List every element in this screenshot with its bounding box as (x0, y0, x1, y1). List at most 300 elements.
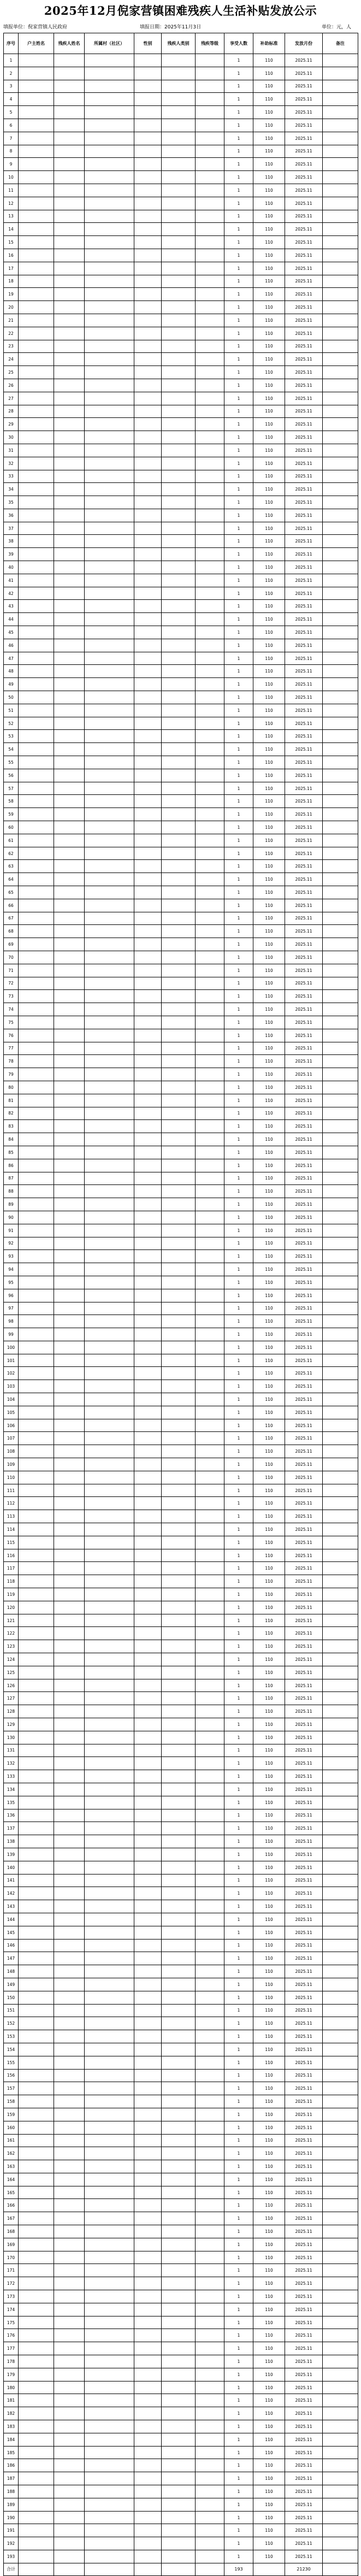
village (85, 1653, 134, 1666)
remark (323, 1146, 358, 1159)
subsidy-standard: 110 (253, 951, 285, 964)
village (85, 1380, 134, 1393)
subsidy-standard: 110 (253, 366, 285, 379)
subsidy-standard: 110 (253, 1848, 285, 1861)
household-head (19, 1016, 54, 1029)
village (85, 1458, 134, 1471)
payment-month: 2025.11 (285, 1029, 323, 1042)
household-head (19, 2329, 54, 2342)
row-index: 50 (4, 691, 19, 704)
payment-month: 2025.11 (285, 1172, 323, 1185)
household-head (19, 197, 54, 210)
payment-month: 2025.11 (285, 496, 323, 509)
household-head (19, 2459, 54, 2472)
disability-type (162, 808, 196, 821)
table-row (4, 1718, 358, 1731)
row-index: 93 (4, 1250, 19, 1263)
disability-type (162, 795, 196, 808)
subsidy-standard: 110 (253, 821, 285, 834)
row-index: 150 (4, 1991, 19, 2004)
subsidy-standard: 110 (253, 704, 285, 717)
village (85, 2069, 134, 2082)
village (85, 1471, 134, 1484)
payment-month: 2025.11 (285, 639, 323, 652)
payment-month: 2025.11 (285, 366, 323, 379)
remark (323, 860, 358, 873)
row-index: 151 (4, 2004, 19, 2017)
village (85, 2381, 134, 2394)
payment-month: 2025.11 (285, 535, 323, 548)
disabled-name (54, 1367, 85, 1380)
disability-level (196, 1497, 224, 1510)
payment-month: 2025.11 (285, 1991, 323, 2004)
village (85, 184, 134, 197)
row-index: 191 (4, 2524, 19, 2537)
subsidy-table (3, 33, 358, 2576)
table-row (4, 1887, 358, 1900)
remark (323, 1536, 358, 1549)
people-count: 1 (224, 379, 253, 392)
disability-level (196, 1263, 224, 1276)
subsidy-standard: 110 (253, 327, 285, 340)
gender (134, 249, 162, 262)
people-count: 1 (224, 1224, 253, 1237)
subsidy-standard: 110 (253, 1926, 285, 1939)
subsidy-standard: 110 (253, 1601, 285, 1614)
household-head (19, 548, 54, 561)
disabled-name (54, 2329, 85, 2342)
people-count: 1 (224, 2056, 253, 2069)
payment-month: 2025.11 (285, 2173, 323, 2186)
table-row (4, 2303, 358, 2316)
disabled-name (54, 1198, 85, 1211)
remark (323, 1315, 358, 1328)
remark (323, 899, 358, 912)
household-head (19, 1341, 54, 1354)
disability-level (196, 1081, 224, 1094)
disability-level (196, 457, 224, 470)
gender (134, 743, 162, 756)
people-count: 1 (224, 886, 253, 899)
remark (323, 1510, 358, 1523)
row-index: 56 (4, 769, 19, 782)
gender (134, 2290, 162, 2303)
col-header-standard: 补助标准 (253, 33, 285, 54)
people-count: 1 (224, 1588, 253, 1601)
subsidy-standard: 110 (253, 1055, 285, 1068)
subsidy-standard: 110 (253, 574, 285, 587)
table-row (4, 2225, 358, 2238)
people-count: 1 (224, 574, 253, 587)
payment-month: 2025.11 (285, 873, 323, 886)
row-index: 143 (4, 1900, 19, 1913)
disabled-name (54, 1549, 85, 1562)
disability-level (196, 600, 224, 613)
row-index: 131 (4, 1744, 19, 1757)
payment-month: 2025.11 (285, 2446, 323, 2459)
village (85, 1276, 134, 1289)
disabled-name (54, 626, 85, 639)
disability-level (196, 1224, 224, 1237)
payment-month: 2025.11 (285, 743, 323, 756)
payment-month: 2025.11 (285, 2108, 323, 2121)
disabled-name (54, 1562, 85, 1575)
remark (323, 2277, 358, 2290)
household-head (19, 1809, 54, 1822)
disabled-name (54, 1289, 85, 1302)
table-row (4, 1341, 358, 1354)
household-head (19, 951, 54, 964)
disabled-name (54, 730, 85, 743)
subsidy-standard: 110 (253, 1614, 285, 1627)
disability-type (162, 1315, 196, 1328)
payment-month: 2025.11 (285, 2524, 323, 2537)
table-row (4, 405, 358, 418)
village (85, 1887, 134, 1900)
remark (323, 1562, 358, 1575)
village (85, 678, 134, 691)
household-head (19, 1783, 54, 1796)
household-head (19, 392, 54, 405)
village (85, 2173, 134, 2186)
people-count: 1 (224, 236, 253, 249)
household-head (19, 1705, 54, 1718)
gender (134, 1783, 162, 1796)
remark (323, 1302, 358, 1315)
table-row (4, 1510, 358, 1523)
disabled-name (54, 2108, 85, 2121)
disabled-name (54, 405, 85, 418)
household-head (19, 2433, 54, 2446)
disability-level (196, 1250, 224, 1263)
remark (323, 1627, 358, 1640)
disability-type (162, 184, 196, 197)
household-head (19, 405, 54, 418)
people-count: 1 (224, 1367, 253, 1380)
table-row (4, 314, 358, 327)
table-row (4, 2043, 358, 2056)
subsidy-standard: 110 (253, 249, 285, 262)
disability-level (196, 1978, 224, 1991)
household-head (19, 795, 54, 808)
row-index: 187 (4, 2472, 19, 2485)
village (85, 444, 134, 457)
people-count: 1 (224, 769, 253, 782)
col-header-disability-type: 残疾人类别 (162, 33, 196, 54)
row-index: 139 (4, 1848, 19, 1861)
disability-type (162, 1146, 196, 1159)
disabled-name (54, 1796, 85, 1809)
gender (134, 2342, 162, 2355)
disability-type (162, 1575, 196, 1588)
subsidy-standard: 110 (253, 2524, 285, 2537)
people-count: 1 (224, 93, 253, 106)
subsidy-standard: 110 (253, 2056, 285, 2069)
remark (323, 2121, 358, 2134)
gender (134, 2316, 162, 2329)
remark (323, 67, 358, 80)
row-index: 171 (4, 2264, 19, 2277)
village (85, 496, 134, 509)
people-count: 1 (224, 2004, 253, 2017)
disabled-name (54, 1224, 85, 1237)
payment-month: 2025.11 (285, 483, 323, 496)
village (85, 106, 134, 119)
payment-month: 2025.11 (285, 587, 323, 600)
remark (323, 2030, 358, 2043)
gender (134, 80, 162, 93)
gender (134, 340, 162, 353)
village (85, 1588, 134, 1601)
subsidy-standard: 110 (253, 1172, 285, 1185)
village (85, 652, 134, 665)
subsidy-standard: 110 (253, 938, 285, 951)
row-index: 161 (4, 2134, 19, 2147)
remark (323, 2290, 358, 2303)
gender (134, 54, 162, 67)
household-head (19, 1315, 54, 1328)
table-row (4, 301, 358, 314)
disability-type (162, 1965, 196, 1978)
payment-month: 2025.11 (285, 1705, 323, 1718)
gender (134, 67, 162, 80)
gender (134, 1406, 162, 1419)
people-count: 1 (224, 1835, 253, 1848)
subsidy-standard: 110 (253, 782, 285, 795)
disabled-name (54, 2316, 85, 2329)
disabled-name (54, 379, 85, 392)
row-index: 127 (4, 1692, 19, 1705)
remark (323, 1081, 358, 1094)
row-index: 17 (4, 262, 19, 275)
village (85, 1081, 134, 1094)
disability-level (196, 1393, 224, 1406)
people-count: 1 (224, 1315, 253, 1328)
disabled-name (54, 574, 85, 587)
village (85, 2290, 134, 2303)
disability-level (196, 93, 224, 106)
disability-level (196, 1939, 224, 1952)
disabled-name (54, 2368, 85, 2381)
people-count: 1 (224, 1523, 253, 1536)
household-head (19, 1575, 54, 1588)
table-row (4, 1107, 358, 1120)
remark (323, 2381, 358, 2394)
subsidy-standard: 110 (253, 210, 285, 223)
payment-month: 2025.11 (285, 1250, 323, 1263)
gender (134, 1198, 162, 1211)
disability-level (196, 1991, 224, 2004)
gender (134, 275, 162, 288)
household-head (19, 2407, 54, 2420)
disability-type (162, 834, 196, 847)
remark (323, 2342, 358, 2355)
disability-level (196, 1861, 224, 1874)
subsidy-standard: 110 (253, 834, 285, 847)
payment-month: 2025.11 (285, 1562, 323, 1575)
village (85, 769, 134, 782)
disability-level (196, 1354, 224, 1367)
disability-level (196, 509, 224, 522)
row-index: 71 (4, 964, 19, 977)
payment-month: 2025.11 (285, 925, 323, 938)
village (85, 1640, 134, 1653)
table-row (4, 2199, 358, 2212)
people-count: 1 (224, 1705, 253, 1718)
disability-type (162, 2472, 196, 2485)
payment-month: 2025.11 (285, 1471, 323, 1484)
disability-level (196, 314, 224, 327)
people-count: 1 (224, 561, 253, 574)
disability-level (196, 1471, 224, 1484)
subsidy-standard: 110 (253, 990, 285, 1003)
disabled-name (54, 236, 85, 249)
people-count: 1 (224, 1406, 253, 1419)
subsidy-standard: 110 (253, 1809, 285, 1822)
household-head (19, 2095, 54, 2108)
disabled-name (54, 925, 85, 938)
remark (323, 886, 358, 899)
remark (323, 1887, 358, 1900)
disability-type (162, 990, 196, 1003)
village (85, 1562, 134, 1575)
subsidy-standard: 110 (253, 1835, 285, 1848)
disabled-name (54, 1926, 85, 1939)
village (85, 275, 134, 288)
gender (134, 106, 162, 119)
gender (134, 2043, 162, 2056)
household-head (19, 2446, 54, 2459)
disability-type (162, 1848, 196, 1861)
payment-month: 2025.11 (285, 2342, 323, 2355)
remark (323, 665, 358, 678)
gender (134, 223, 162, 236)
village (85, 1731, 134, 1744)
row-index: 157 (4, 2082, 19, 2095)
subsidy-standard: 110 (253, 691, 285, 704)
village (85, 1094, 134, 1107)
remark (323, 1068, 358, 1081)
subsidy-standard: 110 (253, 1003, 285, 1016)
people-count: 1 (224, 2407, 253, 2420)
disability-level (196, 106, 224, 119)
people-count: 1 (224, 730, 253, 743)
disabled-name (54, 54, 85, 67)
table-row (4, 1016, 358, 1029)
gender (134, 2472, 162, 2485)
village (85, 2056, 134, 2069)
subsidy-standard: 110 (253, 2485, 285, 2498)
household-head (19, 665, 54, 678)
disability-level (196, 1042, 224, 1055)
disability-type (162, 2173, 196, 2186)
payment-month: 2025.11 (285, 2433, 323, 2446)
subsidy-standard: 110 (253, 1705, 285, 1718)
table-row (4, 2498, 358, 2511)
remark (323, 1731, 358, 1744)
village (85, 2342, 134, 2355)
disabled-name (54, 145, 85, 158)
village (85, 2459, 134, 2472)
subsidy-standard: 110 (253, 1588, 285, 1601)
gender (134, 1666, 162, 1679)
household-head (19, 1549, 54, 1562)
village (85, 1757, 134, 1770)
table-row (4, 2030, 358, 2043)
disability-level (196, 743, 224, 756)
subsidy-standard: 110 (253, 1575, 285, 1588)
disability-type (162, 1601, 196, 1614)
household-head (19, 2368, 54, 2381)
disability-type (162, 1237, 196, 1250)
household-head (19, 2355, 54, 2368)
people-count: 1 (224, 535, 253, 548)
gender (134, 587, 162, 600)
village (85, 1224, 134, 1237)
disability-type (162, 1471, 196, 1484)
village (85, 1146, 134, 1159)
gender (134, 2030, 162, 2043)
disability-level (196, 2537, 224, 2550)
payment-month: 2025.11 (285, 1406, 323, 1419)
subsidy-standard: 110 (253, 1081, 285, 1094)
disability-level (196, 1419, 224, 1432)
village (85, 1406, 134, 1419)
village (85, 1328, 134, 1341)
disability-type (162, 1744, 196, 1757)
payment-month: 2025.11 (285, 2368, 323, 2381)
people-count: 1 (224, 2498, 253, 2511)
village (85, 119, 134, 132)
table-row (4, 1926, 358, 1939)
village (85, 2524, 134, 2537)
subsidy-standard: 110 (253, 2004, 285, 2017)
row-index: 80 (4, 1081, 19, 1094)
village (85, 561, 134, 574)
payment-month: 2025.11 (285, 1159, 323, 1172)
gender (134, 2511, 162, 2524)
village (85, 509, 134, 522)
subsidy-standard: 110 (253, 2225, 285, 2238)
household-head (19, 2173, 54, 2186)
payment-month: 2025.11 (285, 1614, 323, 1627)
remark (323, 2056, 358, 2069)
disability-level (196, 561, 224, 574)
disability-type (162, 964, 196, 977)
disabled-name (54, 1744, 85, 1757)
disability-type (162, 1133, 196, 1146)
gender (134, 2095, 162, 2108)
gender (134, 1809, 162, 1822)
row-index: 181 (4, 2394, 19, 2407)
disability-type (162, 1380, 196, 1393)
people-count: 1 (224, 54, 253, 67)
disability-type (162, 2251, 196, 2264)
remark (323, 1406, 358, 1419)
disabled-name (54, 1211, 85, 1224)
disability-type (162, 2017, 196, 2030)
people-count: 1 (224, 223, 253, 236)
subsidy-standard: 110 (253, 1432, 285, 1445)
household-head (19, 2186, 54, 2199)
disabled-name (54, 249, 85, 262)
people-count: 1 (224, 2355, 253, 2368)
disabled-name (54, 2446, 85, 2459)
gender (134, 1575, 162, 1588)
row-index: 122 (4, 1627, 19, 1640)
household-head (19, 2511, 54, 2524)
remark (323, 158, 358, 171)
